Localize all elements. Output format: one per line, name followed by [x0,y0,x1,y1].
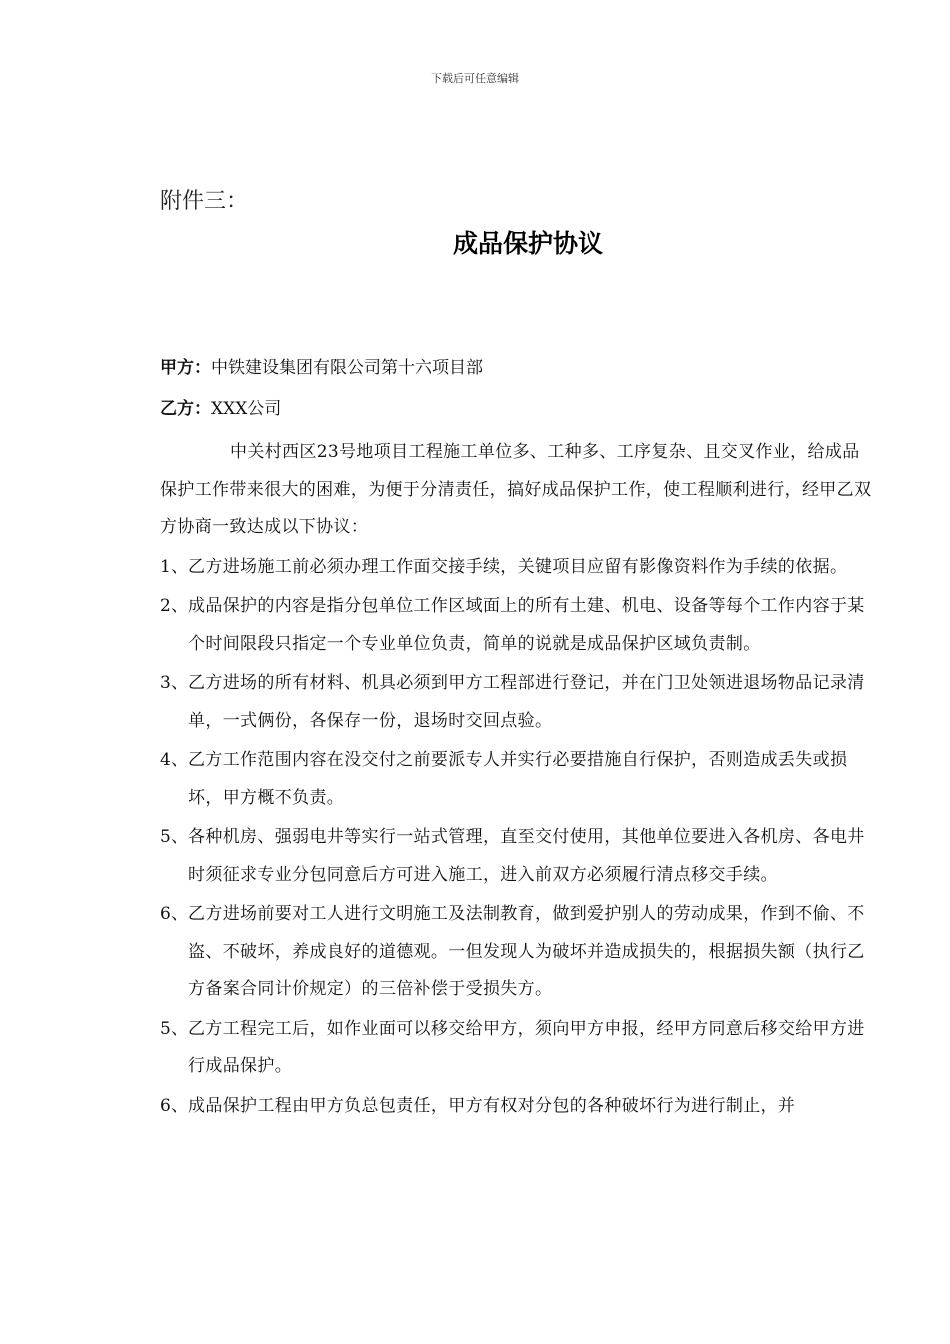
clause-number: 6、 [160,904,189,924]
clause-text: 乙方工程完工后，如作业面可以移交给甲方，须向甲方申报，经甲方同意后移交给甲方进行成品保护。 [188,1018,865,1076]
clause-text: 乙方进场的所有材料、机具必须到甲方工程部进行登记，并在门卫处领进退场物品记录清单，一式俩份，各保存一份，退场时交回点验。 [188,673,865,731]
clause-text: 成品保护的内容是指分包单位工作区域面上的所有土建、机电、设备等每个工作内容于某个时间限段只指定一个专业单位负责，简单的说就是成品保护区域负责制。 [188,596,865,654]
clause-number: 2、 [160,596,189,616]
party-a [160,356,483,380]
clause-number: 5、 [160,827,189,847]
clause-item [160,665,872,740]
party-a-value: 中铁建设集团有限公司第十六项目部 [211,358,483,378]
clause-item [160,588,872,663]
party-b [160,397,281,421]
clause-item [160,549,872,587]
clause-number: 4、 [160,750,189,770]
clause-item [160,742,872,817]
clause-number: 3、 [160,673,189,693]
clause-item [160,1088,872,1126]
clause-text: 乙方进场施工前必须办理工作面交接手续，关键项目应留有影像资料作为手续的依据。 [188,556,848,577]
clause-text: 乙方工作范围内容在没交付之前要派专人并实行必要措施自行保护，否则造成丢失或损坏，甲方概不负责。 [188,750,848,808]
clause-item [160,819,872,894]
party-b-label: 乙方： [160,399,211,419]
clause-item [160,896,872,1009]
clause-number: 6、 [160,1095,189,1116]
clause-text: 各种机房、强弱电井等实行一站式管理，直至交付使用，其他单位要进入各机房、各电井时须征求专业分包同意后方可进入施工，进入前双方必须履行清点移交手续。 [188,827,865,885]
clause-text: 乙方进场前要对工人进行文明施工及法制教育，做到爱护别人的劳动成果，作到不偷、不盗、不破坏，养成良好的道德观。一但发现人为破坏并造成损失的，根据损失额（执行乙方备案合同计价规定）的三倍补偿于受损失方。 [188,904,865,999]
clause-text: 成品保护工程由甲方负总包责任，甲方有权对分包的各种破坏行为进行制止，并 [188,1095,796,1116]
party-b-value: XXX公司 [211,399,282,419]
intro-paragraph: 中关村西区23号地项目工程施工单位多、工种多、工序复杂、且交叉作业，给成品保护工作带来很大的困难，为便于分清责任，搞好成品保护工作，使工程顺利进行，经甲乙双方协商一致达成以下协议： [160,442,872,537]
party-a-label: 甲方： [160,358,211,378]
attachment-label: 附件三： [160,189,249,214]
clause-number: 1、 [160,556,189,577]
clause-item [160,1011,872,1086]
clause-number: 5、 [160,1018,189,1039]
document-title: 成品保护协议 [452,229,603,258]
header-note: 下载后可任意编辑 [431,72,519,85]
agreement-body [160,434,872,1127]
